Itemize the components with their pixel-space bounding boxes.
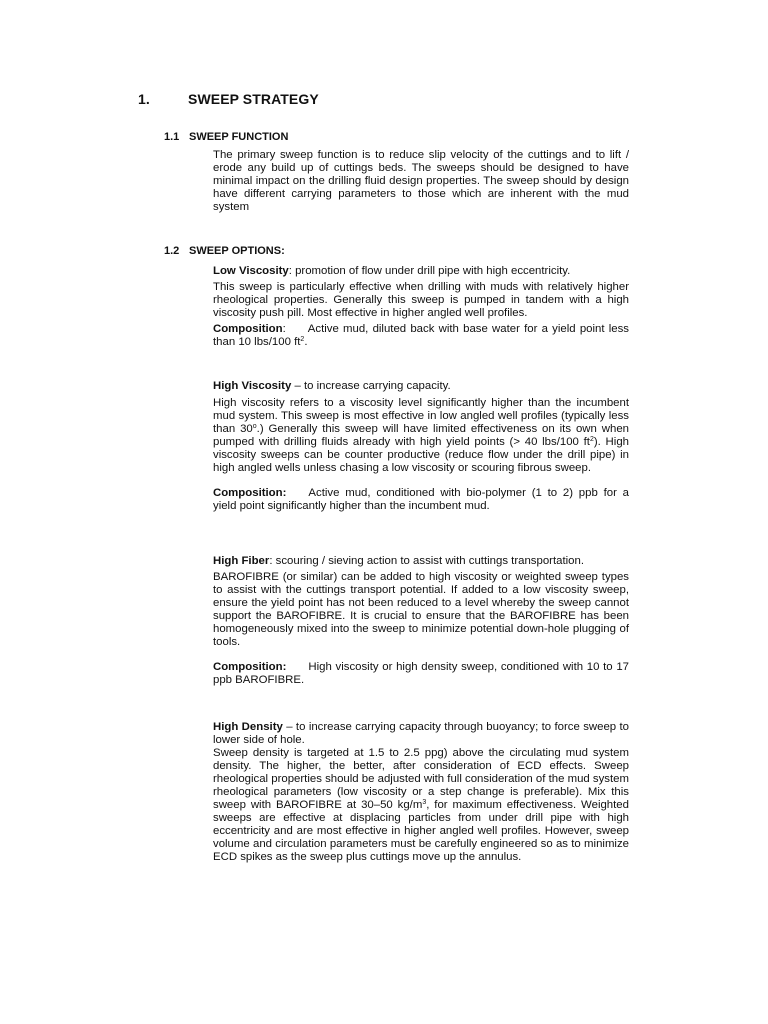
composition-text: Active mud, conditioned with bio-polymer (1 to 2) ppb for a yield point significantly higher than the incumbent mud. xyxy=(213,487,629,512)
text-part: ). High viscosity sweeps can be counter productive (reduce flow under the drill pipe) in high angled wells unless chasing a low viscosity or scouring fibrous sweep. xyxy=(213,436,629,474)
composition-line xyxy=(213,323,629,349)
option-intro: : scouring / sieving action to assist with cuttings transportation. xyxy=(269,555,584,567)
paragraph-text xyxy=(213,397,629,475)
section-number: 1. xyxy=(138,91,150,107)
option-intro: – to increase carrying capacity through buoyancy; to force sweep to lower side of hole. xyxy=(213,721,629,746)
composition-text: High viscosity or high density sweep, conditioned with 10 to 17 ppb BAROFIBRE. xyxy=(213,661,629,686)
paragraph-text: BAROFIBRE (or similar) can be added to high viscosity or weighted sweep types to assist with the cuttings transport potential. If added to a low viscosity sweep, ensure the yield point has not been reduced to a level whereby the sweep cannot support the BAROFIBRE. It is crucial to ensure that the BAROFIBRE has been homogeneously mixed into the sweep to minimize potential down-hole plugging of tools. xyxy=(213,571,629,648)
superscript: 2 xyxy=(300,336,305,343)
composition-line xyxy=(213,487,629,513)
composition-colon: : xyxy=(282,323,286,335)
text-part: .) Generally this sweep will have limited effectiveness on its own when pumped with drilling fluids already with high yield points (> 40 lbs/100 ft xyxy=(213,423,629,448)
option-intro: : promotion of flow under drill pipe with high eccentricity. xyxy=(288,265,571,277)
composition-label: Composition: xyxy=(213,661,287,673)
composition-text: Active mud, diluted back with base water for a yield point less than 10 lbs/100 ft xyxy=(213,323,629,348)
option-intro: – to increase carrying capacity. xyxy=(291,380,451,392)
high-fiber-heading xyxy=(213,555,629,568)
high-viscosity-block xyxy=(213,380,629,513)
paragraph-text xyxy=(213,747,629,864)
paragraph-text: The primary sweep function is to reduce slip velocity of the cuttings and to lift / erode any build up of cuttings beds. The sweeps should be designed to have minimal impact on the drilling fluid design properties. The sweep should by design have different carrying parameters to those which are inherent with the mud system xyxy=(213,149,629,213)
subsection-title: SWEEP OPTIONS: xyxy=(189,245,285,257)
text-part: Sweep density is targeted at 1.5 to 2.5 ppg) above the circulating mud system density. The higher, the better, after consideration of ECD effects. Sweep rheological properties should be adjusted with full consideration of the mud system rheological parameters (low viscosity or a step change is preferable). Mix this sweep with BAROFIBRE at 30–50 kg/m xyxy=(213,747,629,811)
low-viscosity-heading xyxy=(213,265,629,278)
superscript: o xyxy=(252,423,257,430)
paragraph-text: This sweep is particularly effective when drilling with muds with relatively higher rheological properties. Generally this sweep is pumped in tandem with a high viscosity push pill. Most effective in higher angled well profiles. xyxy=(213,281,629,319)
superscript: 3 xyxy=(422,799,427,806)
high-density-block xyxy=(213,721,629,864)
section-title: SWEEP STRATEGY xyxy=(188,91,319,107)
option-label: High Density xyxy=(213,721,283,733)
text-part: High viscosity refers to a viscosity level significantly higher than the incumbent mud system. This sweep is most effective in low angled well profiles (typically less than 30 xyxy=(213,397,629,435)
composition-end: . xyxy=(304,336,308,348)
sweep-function-paragraph xyxy=(213,149,629,214)
option-label: Low Viscosity xyxy=(213,265,289,277)
option-label: High Fiber xyxy=(213,555,270,567)
superscript: 2 xyxy=(589,436,594,443)
subsection-title: SWEEP FUNCTION xyxy=(189,131,289,143)
high-viscosity-heading xyxy=(213,380,629,393)
section-heading xyxy=(138,91,319,107)
subsection-heading-function xyxy=(164,131,288,143)
composition-label: Composition: xyxy=(213,487,287,499)
high-fiber-block xyxy=(213,555,629,687)
subsection-number: 1.2 xyxy=(164,245,180,257)
subsection-number: 1.1 xyxy=(164,131,180,143)
high-density-heading xyxy=(213,721,629,747)
text-part: , for maximum effectiveness. Weighted sweeps are effective at displacing particles from under drill pipe with high eccentricity and are most effective in higher angled well profiles. However, sweep volume and circulation parameters must be carefully engineered so as to minimize ECD spikes as the sweep plus cuttings move up the annulus. xyxy=(213,799,629,863)
option-label: High Viscosity xyxy=(213,380,292,392)
composition-line xyxy=(213,661,629,687)
low-viscosity-block xyxy=(213,265,629,349)
subsection-heading-options xyxy=(164,245,285,257)
composition-label: Composition xyxy=(213,323,283,335)
